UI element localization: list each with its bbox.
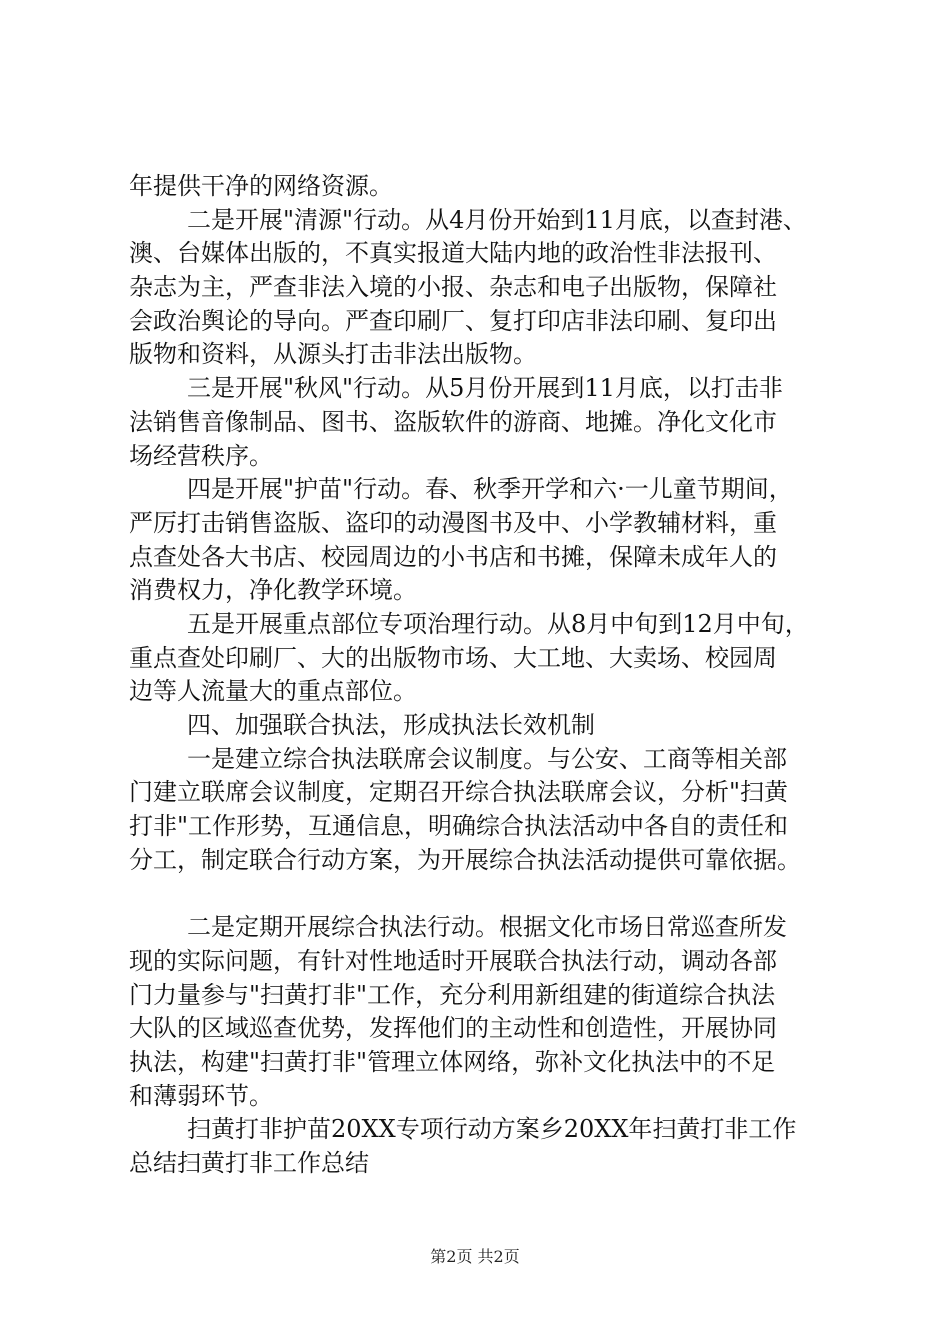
text-line: 点查处各大书店、校园周边的小书店和书摊，保障未成年人的: [129, 542, 777, 571]
text-line: 和薄弱环节。: [129, 1081, 273, 1110]
text-line: 场经营秩序。: [129, 441, 273, 470]
text-line: 总结扫黄打非工作总结: [129, 1148, 369, 1177]
text-line: 年提供干净的网络资源。: [129, 172, 393, 200]
text-line: 三是开展"秋风"行动。从5月份开展到11月底，以打击非: [187, 374, 783, 403]
text-line: 扫黄打非护苗20XX专项行动方案乡20XX年扫黄打非工作: [187, 1115, 797, 1144]
section-heading: 四、加强联合执法，形成执法长效机制: [187, 711, 595, 739]
text-line: 门建立联席会议制度，定期召开综合执法联席会议，分析"扫黄: [129, 778, 789, 807]
text-line: 杂志为主，严查非法入境的小报、杂志和电子出版物，保障社: [129, 273, 777, 302]
text-line: 边等人流量大的重点部位。: [129, 677, 417, 706]
text-line: 大队的区域巡查优势，发挥他们的主动性和创造性，开展协同: [129, 1014, 777, 1043]
text-line: 打非"工作形势，互通信息，明确综合执法活动中各自的责任和: [129, 812, 789, 841]
text-line: 版物和资料，从源头打击非法出版物。: [129, 340, 537, 369]
text-line: 二是开展"清源"行动。从4月份开始到11月底，以查封港、: [187, 205, 807, 234]
text-line: 严厉打击销售盗版、盗印的动漫图书及中、小学教辅材料，重: [129, 508, 777, 537]
paragraph-gap: [129, 877, 835, 911]
text-line: 法销售音像制品、图书、盗版软件的游商、地摊。净化文化市: [129, 407, 777, 436]
text-line: 五是开展重点部位专项治理行动。从8月中旬到12月中旬，: [187, 609, 809, 638]
text-line: 门力量参与"扫黄打非"工作，充分利用新组建的街道综合执法: [129, 980, 776, 1009]
text-line: 分工，制定联合行动方案，为开展综合执法活动提供可靠依据。: [129, 845, 801, 874]
text-line: 消费权力，净化教学环境。: [129, 576, 417, 605]
text-line: 现的实际问题，有针对性地适时开展联合执法行动，调动各部: [129, 946, 777, 975]
text-line: 重点查处印刷厂、大的出版物市场、大工地、大卖场、校园周: [129, 643, 777, 672]
text-line: 执法，构建"扫黄打非"管理立体网络，弥补文化执法中的不足: [129, 1047, 776, 1076]
text-line: 四是开展"护苗"行动。春、秋季开学和六·一儿童节期间，: [187, 475, 793, 504]
text-line: 一是建立综合执法联席会议制度。与公安、工商等相关部: [187, 744, 787, 773]
text-line: 澳、台媒体出版的，不真实报道大陆内地的政治性非法报刊、: [129, 239, 777, 268]
document-body: [129, 170, 835, 1181]
page-number-footer: 第2页 共2页: [430, 1247, 520, 1266]
text-line: 二是定期开展综合执法行动。根据文化市场日常巡查所发: [187, 913, 787, 942]
text-line: 会政治舆论的导向。严查印刷厂、复打印店非法印刷、复印出: [129, 306, 777, 335]
